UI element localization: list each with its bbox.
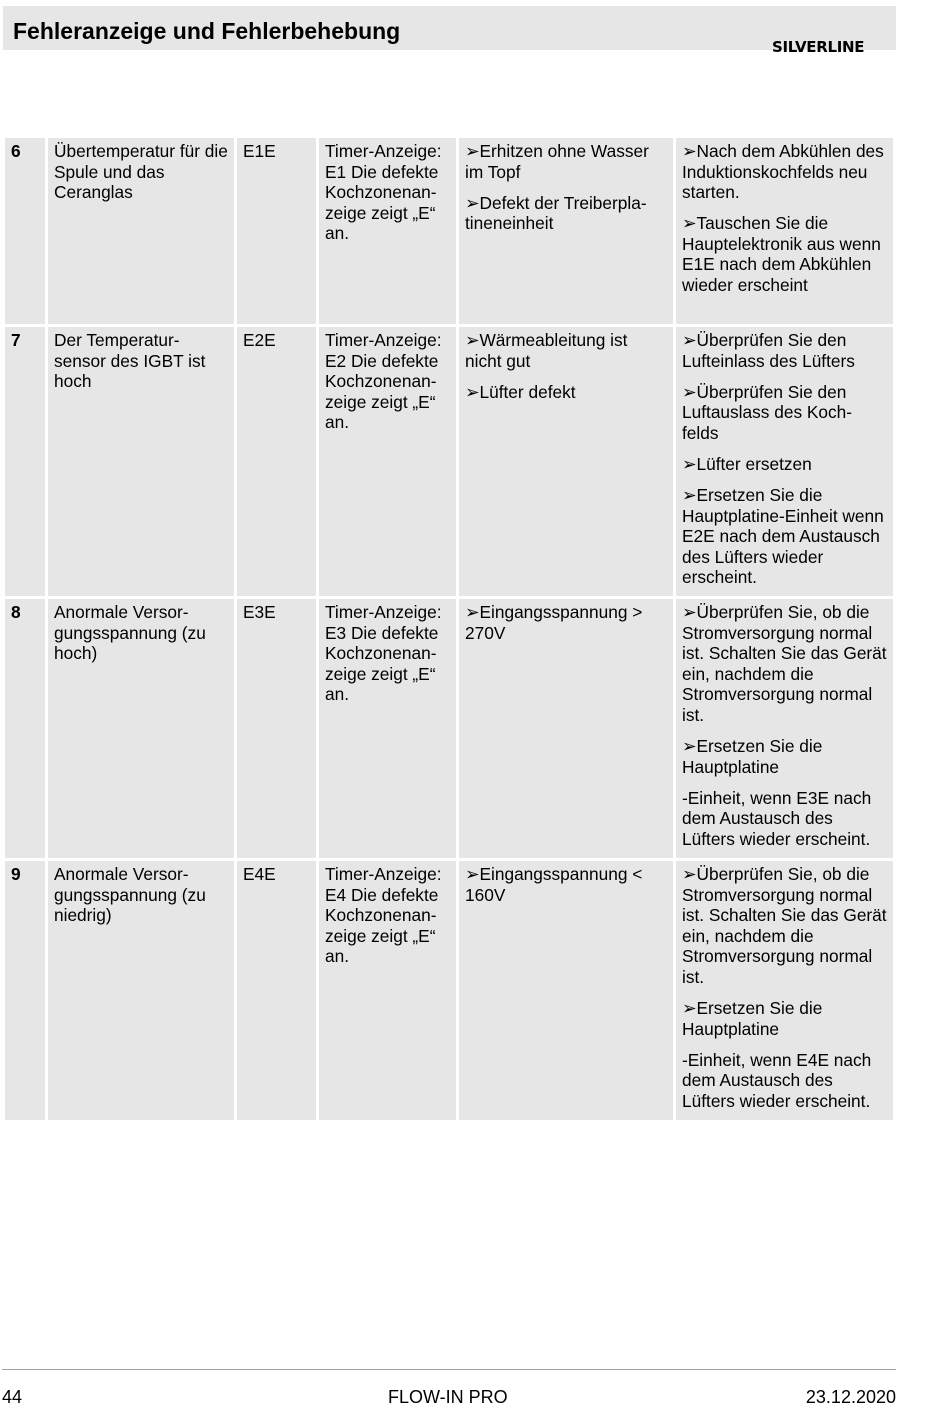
row-number: 8	[5, 599, 45, 858]
error-causes	[459, 599, 673, 858]
solution-item: ➢Ersetzen Sie die Hauptplatine	[682, 736, 823, 777]
error-description: Übertemperatur für die Spule und das Ceranglas	[48, 138, 234, 324]
error-solutions	[676, 138, 893, 324]
solution-item: ➢Lüfter ersetzen	[682, 453, 812, 474]
error-solutions	[676, 861, 893, 1120]
error-display: Timer-Anzeige: E2 Die defekte Kochzonenan-zeige zeigt „E“ an.	[319, 327, 456, 596]
error-code: E4E	[237, 861, 316, 1120]
error-causes	[459, 327, 673, 596]
table-row	[5, 138, 893, 324]
solution-item: ➢Tauschen Sie die Hauptelektronik aus wenn E1E nach dem Abkühlen wieder erscheint	[682, 213, 881, 296]
table-row	[5, 861, 893, 1120]
page-title: Fehleranzeige und Fehlerbehebung	[13, 18, 401, 44]
row-number: 9	[5, 861, 45, 1120]
table-row	[5, 327, 893, 596]
header-bar	[3, 6, 896, 50]
solution-item: ➢Überprüfen Sie den Luftauslass des Koch-felds	[682, 381, 853, 443]
footer-date: 23.12.2020	[805, 1387, 896, 1407]
error-solutions	[676, 599, 893, 858]
error-table-body	[5, 138, 893, 1120]
brand-logo: SILVERLINE	[772, 38, 865, 56]
solution-item: ➢Überprüfen Sie den Lufteinlass des Lüfters	[682, 330, 855, 371]
error-solutions	[676, 327, 893, 596]
error-code: E1E	[237, 138, 316, 324]
solution-item: -Einheit, wenn E4E nach dem Austausch des Lüfters wieder erscheint.	[682, 1049, 872, 1111]
cause-item: ➢Eingangsspannung < 160V	[465, 864, 643, 905]
cause-item: ➢Defekt der Treiberpla-tineneinheit	[465, 192, 647, 234]
error-code: E3E	[237, 599, 316, 858]
error-description: Anormale Versor-gungsspannung (zu hoch)	[48, 599, 234, 858]
table-row	[5, 599, 893, 858]
solution-item: ➢Überprüfen Sie, ob die Stromversorgung normal ist. Schalten Sie das Gerät ein, nachdem die Stromversorgung normal ist.	[682, 602, 887, 725]
cause-item: ➢Erhitzen ohne Wasser im Topf	[465, 141, 649, 182]
cause-item: ➢Wärmeableitung ist nicht gut	[465, 330, 628, 371]
solution-item: ➢Ersetzen Sie die Hauptplatine-Einheit wenn E2E nach dem Austausch des Lüfters wieder erscheint.	[682, 485, 884, 588]
footer-divider	[2, 1369, 896, 1370]
row-number: 7	[5, 327, 45, 596]
solution-item: -Einheit, wenn E3E nach dem Austausch des Lüfters wieder erscheint.	[682, 787, 872, 849]
error-display: Timer-Anzeige: E4 Die defekte Kochzonenan-zeige zeigt „E“ an.	[319, 861, 456, 1120]
error-display: Timer-Anzeige: E3 Die defekte Kochzonenan-zeige zeigt „E“ an.	[319, 599, 456, 858]
error-causes	[459, 861, 673, 1120]
error-display: Timer-Anzeige: E1 Die defekte Kochzonenan-zeige zeigt „E“ an.	[319, 138, 456, 324]
cause-item: ➢Eingangsspannung > 270V	[465, 602, 643, 643]
error-code: E2E	[237, 327, 316, 596]
footer-model: FLOW-IN PRO	[388, 1387, 508, 1407]
error-description: Der Temperatur-sensor des IGBT ist hoch	[48, 327, 234, 596]
cause-item: ➢Lüfter defekt	[465, 381, 576, 402]
solution-item: ➢Nach dem Abkühlen des Induktionskochfelds neu starten.	[682, 141, 884, 203]
error-description: Anormale Versor-gungsspannung (zu niedrig)	[48, 861, 234, 1120]
error-causes	[459, 138, 673, 324]
solution-item: ➢Überprüfen Sie, ob die Stromversorgung normal ist. Schalten Sie das Gerät ein, nachdem die Stromversorgung normal ist.	[682, 864, 887, 987]
row-number: 6	[5, 138, 45, 324]
solution-item: ➢Ersetzen Sie die Hauptplatine	[682, 998, 823, 1039]
page-number: 44	[2, 1387, 23, 1407]
error-table	[2, 135, 896, 1123]
